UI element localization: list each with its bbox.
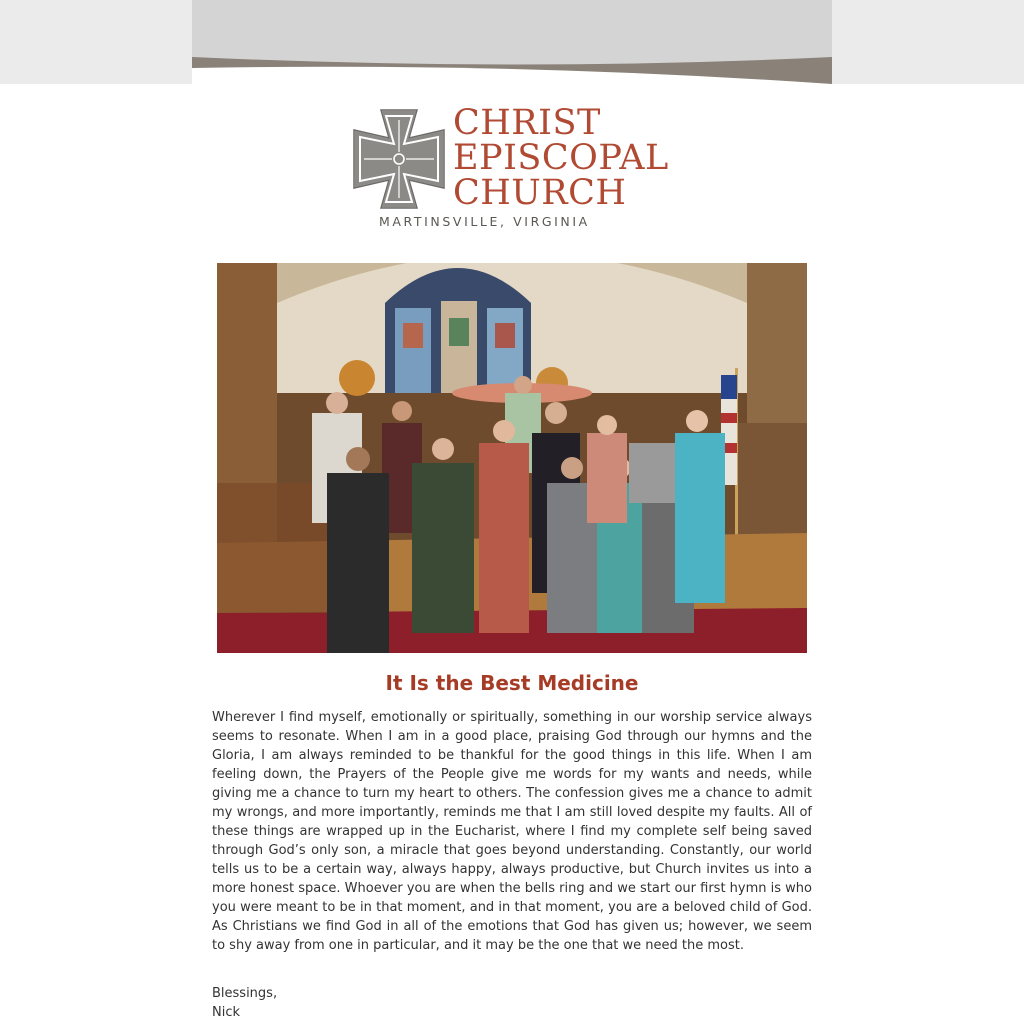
church-logo[interactable] — [352, 103, 674, 232]
cross-icon — [352, 108, 446, 210]
closing-text: Blessings, — [212, 986, 278, 1001]
email-container — [192, 0, 832, 1024]
group-photo — [217, 263, 807, 653]
church-name-line-2: EPISCOPAL — [453, 138, 669, 178]
church-name-line-1: CHRIST — [453, 103, 601, 143]
signature-name: Nick — [212, 1005, 241, 1020]
article-title: It Is the Best Medicine — [385, 671, 639, 695]
church-name-line-3: CHURCH — [453, 173, 627, 213]
article-signoff — [212, 984, 812, 1022]
church-location: MARTINSVILLE, VIRGINIA — [379, 214, 590, 229]
header-banner — [192, 0, 832, 84]
article-body: Wherever I find myself, emotionally or spiritually, something in our worship service always seems to resonate. When I am in a good place, praising God through our hymns and the Gloria, I am always reminded to be thankful for the good things in this life. When I am feeling down, the Prayers of the People give me words for my wants and needs, while giving me a chance to turn my heart to others. The confession gives me a chance to admit my wrongs, and more importantly, reminds me that I am still loved despite my faults. All of these things are wrapped up in the Eucharist, where I find my complete self being saved through God’s only son, a miracle that goes beyond understanding. Constantly, our world tells us to be a certain way, always happy, always productive, but Church invites us into a more honest space. Whoever you are when the bells ring and we start our first hymn is who you were meant to be in that moment, and in that moment, you are a beloved child of God. As Christians we find God in all of the emotions that God has given us; however, we seem to shy away from one in particular, and it may be the one that we need the most. — [212, 710, 812, 953]
church-name — [453, 103, 669, 213]
